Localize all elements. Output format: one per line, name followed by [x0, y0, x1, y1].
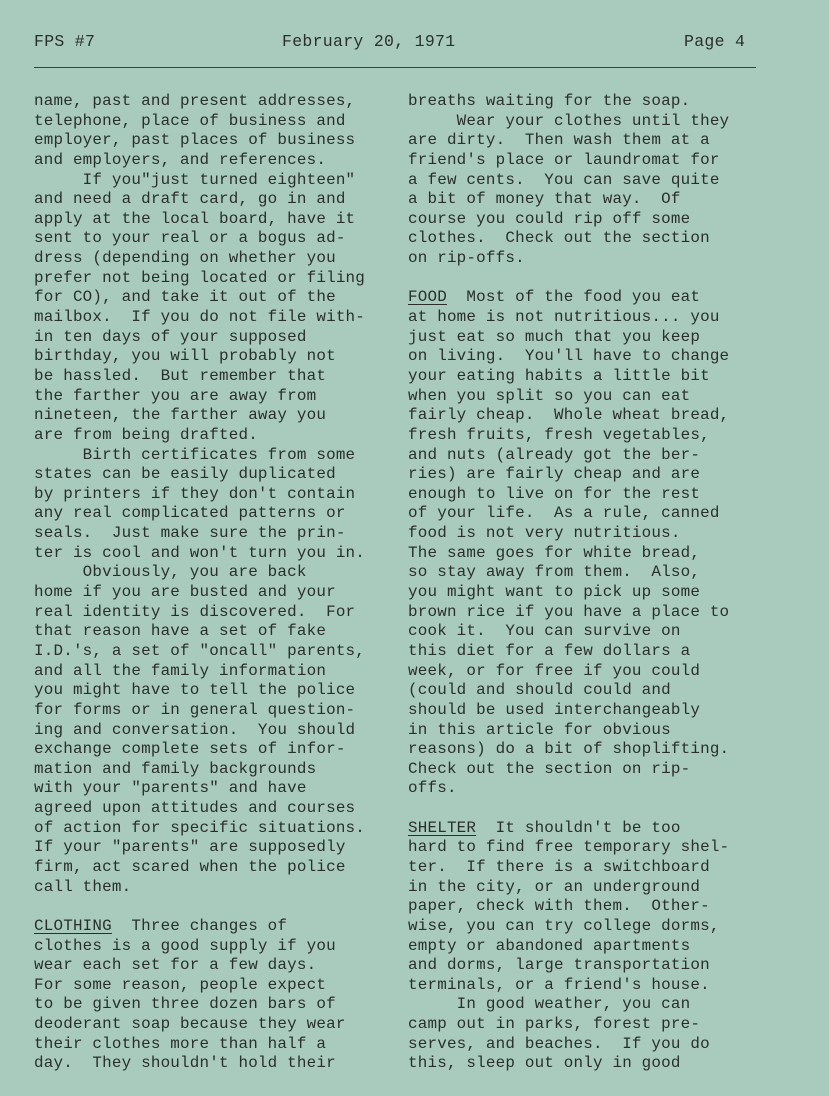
line-text: on living. You'll have to change	[408, 347, 730, 366]
text-line	[408, 740, 729, 760]
line-text: offs.	[408, 779, 457, 798]
text-line	[408, 544, 729, 564]
text-line	[408, 642, 729, 662]
line-text: deoderant soap because they wear	[34, 1015, 346, 1034]
line-text: The same goes for white bread,	[408, 543, 701, 562]
left-column	[34, 92, 365, 1074]
line-text: In good weather, you can	[408, 995, 691, 1014]
line-text: hard to find free temporary shel-	[408, 838, 730, 857]
text-line	[408, 328, 729, 348]
line-text: serves, and beaches. If you do	[408, 1034, 710, 1053]
line-text: the farther you are away from	[34, 386, 317, 405]
text-line	[34, 662, 365, 682]
line-text: brown rice if you have a place to	[408, 602, 730, 621]
line-text: Check out the section on rip-	[408, 759, 691, 778]
text-line	[34, 308, 365, 328]
text-line	[34, 995, 365, 1015]
text-line	[408, 485, 729, 505]
line-text: your eating habits a little bit	[408, 366, 710, 385]
text-line	[34, 917, 365, 937]
text-line	[408, 406, 729, 426]
text-line	[34, 151, 365, 171]
line-text: you might want to pick up some	[408, 583, 701, 602]
text-line	[34, 544, 365, 564]
text-line	[34, 819, 365, 839]
line-text: with your "parents" and have	[34, 779, 307, 798]
line-text: mation and family backgrounds	[34, 759, 317, 778]
line-text: For some reason, people expect	[34, 975, 327, 994]
line-text: and nuts (already got the ber-	[408, 445, 701, 464]
text-line	[34, 622, 365, 642]
text-line	[408, 308, 729, 328]
text-line	[34, 387, 365, 407]
text-line	[408, 367, 729, 387]
line-text: you might have to tell the police	[34, 681, 356, 700]
line-text: fairly cheap. Whole wheat bread,	[408, 406, 730, 425]
header-page-number: Page 4	[684, 32, 746, 51]
line-text: week, or for free if you could	[408, 661, 701, 680]
line-text: any real complicated patterns or	[34, 504, 346, 523]
line-text: clothes is a good supply if you	[34, 936, 336, 955]
line-text: dress (depending on whether you	[34, 249, 336, 268]
text-line	[408, 779, 729, 799]
line-text: name, past and present addresses,	[34, 92, 356, 110]
text-line	[34, 838, 365, 858]
line-text: of your life. As a rule, canned	[408, 504, 720, 523]
text-line	[34, 367, 365, 387]
text-line	[34, 603, 365, 623]
line-text: birthday, you will probably not	[34, 347, 336, 366]
line-text: If your "parents" are supposedly	[34, 838, 346, 857]
text-line	[408, 799, 729, 819]
line-text: are from being drafted.	[34, 425, 258, 444]
text-line	[34, 131, 365, 151]
line-text: Three changes of	[111, 916, 288, 935]
text-line	[408, 760, 729, 780]
text-line	[408, 504, 729, 524]
text-line	[408, 269, 729, 289]
text-line	[408, 917, 729, 937]
line-text: and dorms, large transportation	[408, 956, 710, 975]
line-text: breaths waiting for the soap.	[408, 92, 691, 110]
line-text: camp out in parks, forest pre-	[408, 1015, 701, 1034]
text-line	[408, 838, 729, 858]
text-line	[408, 563, 729, 583]
line-text: agreed upon attitudes and courses	[34, 799, 356, 818]
line-text: for CO), and take it out of the	[34, 288, 336, 307]
right-column	[408, 92, 729, 1074]
line-text: in this article for obvious	[408, 720, 671, 739]
line-text: cook it. You can survive on	[408, 622, 681, 641]
line-text: telephone, place of business and	[34, 111, 346, 130]
line-text: should be used interchangeably	[408, 700, 701, 719]
text-line	[408, 819, 729, 839]
text-line	[34, 1054, 365, 1074]
text-line	[34, 446, 365, 466]
line-text: ries) are fairly cheap and are	[408, 465, 701, 484]
text-line	[34, 779, 365, 799]
line-text: a few cents. You can save quite	[408, 170, 720, 189]
text-line	[408, 112, 729, 132]
line-text: Obviously, you are back	[34, 563, 307, 582]
text-line	[408, 681, 729, 701]
line-text: for forms or in general question-	[34, 700, 356, 719]
text-line	[408, 288, 729, 308]
text-line	[408, 622, 729, 642]
line-text: fresh fruits, fresh vegetables,	[408, 425, 710, 444]
line-text: home if you are busted and your	[34, 583, 336, 602]
section-heading: CLOTHING	[34, 916, 112, 935]
text-line	[34, 328, 365, 348]
text-line	[408, 347, 729, 367]
text-line	[34, 465, 365, 485]
text-line	[408, 721, 729, 741]
text-line	[408, 897, 729, 917]
line-text: friend's place or laundromat for	[408, 150, 720, 169]
line-text: their clothes more than half a	[34, 1034, 327, 1053]
line-text: Birth certificates from some	[34, 445, 356, 464]
text-line	[34, 642, 365, 662]
text-line	[34, 112, 365, 132]
header-rule	[34, 67, 756, 68]
line-text: this, sleep out only in good	[408, 1054, 681, 1073]
line-text: It shouldn't be too	[476, 818, 681, 837]
line-text: Most of the food you eat	[446, 288, 701, 307]
text-line	[408, 131, 729, 151]
text-line	[34, 740, 365, 760]
line-text: states can be easily duplicated	[34, 465, 336, 484]
line-text: ter is cool and won't turn you in.	[34, 543, 366, 562]
line-text: ing and conversation. You should	[34, 720, 356, 739]
text-line	[408, 701, 729, 721]
line-text: real identity is discovered. For	[34, 602, 356, 621]
text-line	[34, 897, 365, 917]
text-line	[34, 210, 365, 230]
text-line	[408, 387, 729, 407]
text-line	[408, 583, 729, 603]
text-line	[34, 583, 365, 603]
text-line	[34, 721, 365, 741]
line-text: to be given three dozen bars of	[34, 995, 336, 1014]
text-line	[408, 465, 729, 485]
line-text: If you"just turned eighteen"	[34, 170, 356, 189]
text-line	[408, 210, 729, 230]
line-text: nineteen, the farther away you	[34, 406, 327, 425]
line-text: so stay away from them. Also,	[408, 563, 701, 582]
text-line	[34, 229, 365, 249]
line-text: apply at the local board, have it	[34, 209, 356, 228]
text-line	[408, 956, 729, 976]
line-text: Wear your clothes until they	[408, 111, 730, 130]
line-text: and need a draft card, go in and	[34, 190, 346, 209]
line-text: in ten days of your supposed	[34, 327, 307, 346]
line-text: enough to live on for the rest	[408, 484, 701, 503]
text-line	[408, 603, 729, 623]
line-text: by printers if they don't contain	[34, 484, 356, 503]
text-line	[408, 426, 729, 446]
line-text: seals. Just make sure the prin-	[34, 524, 346, 543]
text-line	[34, 976, 365, 996]
text-line	[34, 269, 365, 289]
line-text: and all the family information	[34, 661, 327, 680]
text-line	[408, 995, 729, 1015]
text-line	[34, 504, 365, 524]
line-text: employer, past places of business	[34, 131, 356, 150]
text-line	[34, 956, 365, 976]
line-text: this diet for a few dollars a	[408, 641, 691, 660]
line-text: ter. If there is a switchboard	[408, 857, 710, 876]
line-text: day. They shouldn't hold their	[34, 1054, 336, 1073]
text-line	[408, 1054, 729, 1074]
line-text: call them.	[34, 877, 132, 896]
header-date: February 20, 1971	[282, 32, 456, 51]
text-line	[34, 858, 365, 878]
text-line	[34, 190, 365, 210]
text-line	[408, 190, 729, 210]
section-heading: FOOD	[408, 288, 447, 307]
text-line	[408, 937, 729, 957]
text-line	[34, 937, 365, 957]
section-heading: SHELTER	[408, 818, 477, 837]
text-line	[408, 878, 729, 898]
text-line	[34, 249, 365, 269]
text-line	[408, 151, 729, 171]
header-left: FPS #7	[34, 32, 96, 51]
text-line	[34, 563, 365, 583]
line-text: (could and should could and	[408, 681, 671, 700]
text-line	[34, 878, 365, 898]
text-line	[408, 171, 729, 191]
line-text: clothes. Check out the section	[408, 229, 710, 248]
text-line	[408, 858, 729, 878]
line-text: food is not very nutritious.	[408, 524, 681, 543]
line-text: I.D.'s, a set of "oncall" parents,	[34, 641, 366, 660]
text-line	[408, 524, 729, 544]
line-text: when you split so you can eat	[408, 386, 691, 405]
line-text: are dirty. Then wash them at a	[408, 131, 710, 150]
line-text: and employers, and references.	[34, 150, 327, 169]
text-line	[34, 681, 365, 701]
text-line	[34, 288, 365, 308]
text-line	[408, 446, 729, 466]
line-text: on rip-offs.	[408, 249, 525, 268]
text-line	[408, 662, 729, 682]
text-line	[408, 229, 729, 249]
text-line	[34, 347, 365, 367]
text-line	[34, 799, 365, 819]
line-text: be hassled. But remember that	[34, 366, 327, 385]
text-line	[34, 406, 365, 426]
line-text: sent to your real or a bogus ad-	[34, 229, 346, 248]
line-text: exchange complete sets of infor-	[34, 740, 346, 759]
line-text: a bit of money that way. Of	[408, 190, 681, 209]
line-text: wear each set for a few days.	[34, 956, 317, 975]
line-text: firm, act scared when the police	[34, 857, 346, 876]
text-line	[408, 1035, 729, 1055]
text-line	[34, 426, 365, 446]
line-text: terminals, or a friend's house.	[408, 975, 710, 994]
line-text: paper, check with them. Other-	[408, 897, 710, 916]
text-line	[408, 1015, 729, 1035]
line-text: at home is not nutritious... you	[408, 308, 720, 327]
text-line	[34, 1015, 365, 1035]
line-text: course you could rip off some	[408, 209, 691, 228]
line-text: of action for specific situations.	[34, 818, 366, 837]
line-text: that reason have a set of fake	[34, 622, 327, 641]
line-text: mailbox. If you do not file with-	[34, 308, 366, 327]
text-line	[408, 976, 729, 996]
text-line	[408, 92, 729, 112]
line-text: wise, you can try college dorms,	[408, 916, 720, 935]
line-text: prefer not being located or filing	[34, 268, 366, 287]
line-text: reasons) do a bit of shoplifting.	[408, 740, 730, 759]
text-line	[34, 701, 365, 721]
text-line	[34, 92, 365, 112]
text-line	[34, 1035, 365, 1055]
line-text: just eat so much that you keep	[408, 327, 701, 346]
text-line	[34, 485, 365, 505]
text-line	[34, 524, 365, 544]
text-line	[34, 760, 365, 780]
line-text: in the city, or an underground	[408, 877, 701, 896]
line-text: empty or abandoned apartments	[408, 936, 691, 955]
text-line	[408, 249, 729, 269]
text-line	[34, 171, 365, 191]
